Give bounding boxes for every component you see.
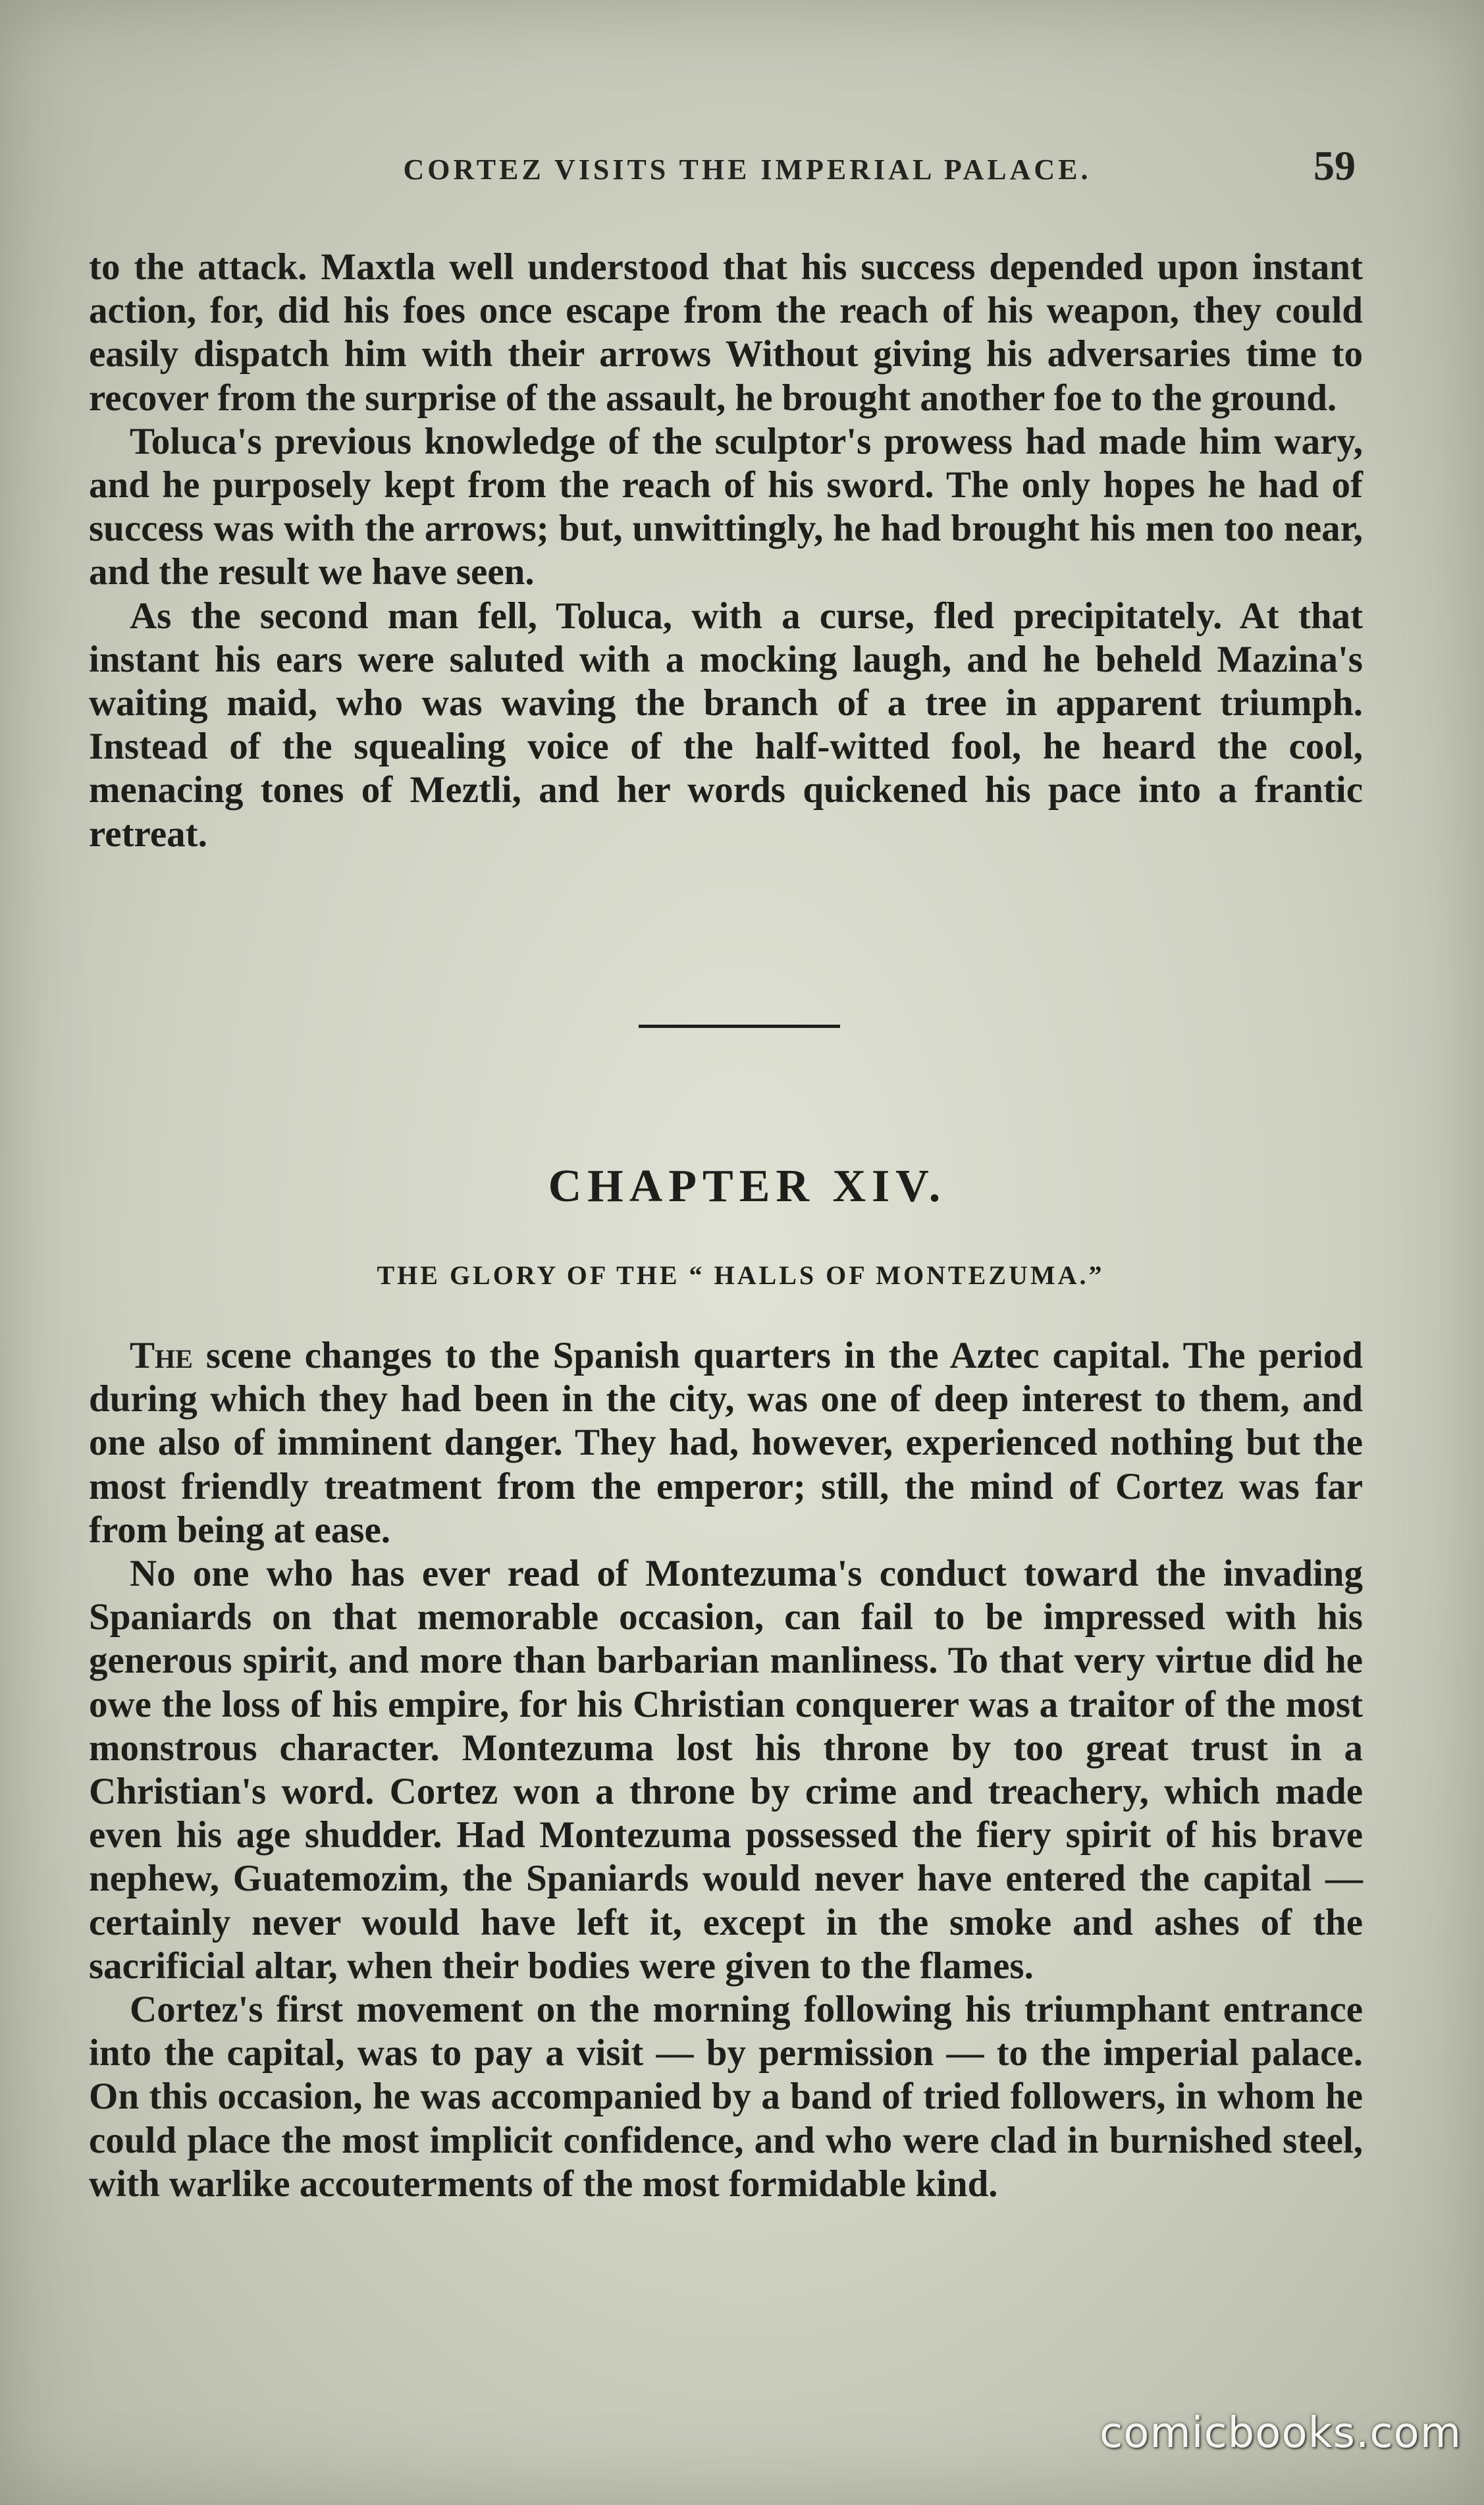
paragraph: to the attack. Maxtla well understood that his success depended upon instant action, for, did his foes once escape from the reach of his weapon, they could easily dispatch him with their arrows Without giving his adversaries time to recover from the surprise of the assault, he brought another foe to the ground. (89, 246, 1363, 419)
paragraph (89, 1334, 1363, 1552)
paragraph-text: scene changes to the Spanish quarters in the Aztec capital. The period during which they had been in the city, was one of deep interest to them, and one also of imminent danger. They had, however, experienced nothing but the most friendly treatment from the emperor; still, the mind of Cortez was far from being at ease. (89, 1335, 1363, 1551)
paragraph: Toluca's previous knowledge of the sculptor's prowess had made him wary, and he purposely kept from the reach of his sword. The only hopes he had of success was with the arrows; but, unwittingly, he had brought his men too near, and the result we have seen. (89, 420, 1363, 593)
opening-word: The (130, 1335, 193, 1376)
chapter-subtitle: THE GLORY OF THE “ HALLS OF MONTEZUMA.” (377, 1260, 1105, 1290)
body-text-section-2 (89, 1334, 1363, 2206)
running-head: CORTEZ VISITS THE IMPERIAL PALACE. (403, 153, 1092, 186)
paragraph: As the second man fell, Toluca, with a curse, fled precipitately. At that instant his ears were saluted with a mocking laugh, and he beheld Mazina's waiting maid, who was waving the branch of a tree in apparent triumph. Instead of the squealing voice of the half-witted fool, he heard the cool, menacing tones of Meztli, and her words quickened his pace into a frantic retreat. (89, 595, 1363, 855)
paragraph: Cortez's first movement on the morning following his triumphant entrance into the capital, was to pay a visit — by permission — to the imperial palace. On this occasion, he was accompanied by a band of tried followers, in whom he could place the most implicit confidence, and who were clad in burnished steel, with warlike accouterments of the most formidable kind. (89, 1989, 1363, 2205)
chapter-title: CHAPTER XIV. (548, 1161, 947, 1212)
page-number: 59 (1313, 142, 1356, 189)
body-text-section-1 (89, 246, 1363, 856)
watermark: comicbooks.com (1100, 2409, 1462, 2458)
paragraph: No one who has ever read of Montezuma's conduct toward the invading Spaniards on that memorable occasion, can fail to be impressed with his generous spirit, and more than barbarian manliness. To that very virtue did he owe the loss of his empire, for his Christian conquerer was a traitor of the most monstrous character. Montezuma lost his throne by too great trust in a Christian's word. Cortez won a throne by crime and treachery, which made even his age shudder. Had Montezuma possessed the fiery spirit of his brave nephew, Guatemozim, the Spaniards would never have entered the capital — certainly never would have left it, except in the smoke and ashes of the sacrificial altar, when their bodies were given to the flames. (89, 1553, 1363, 1987)
section-divider-rule (639, 1025, 840, 1028)
